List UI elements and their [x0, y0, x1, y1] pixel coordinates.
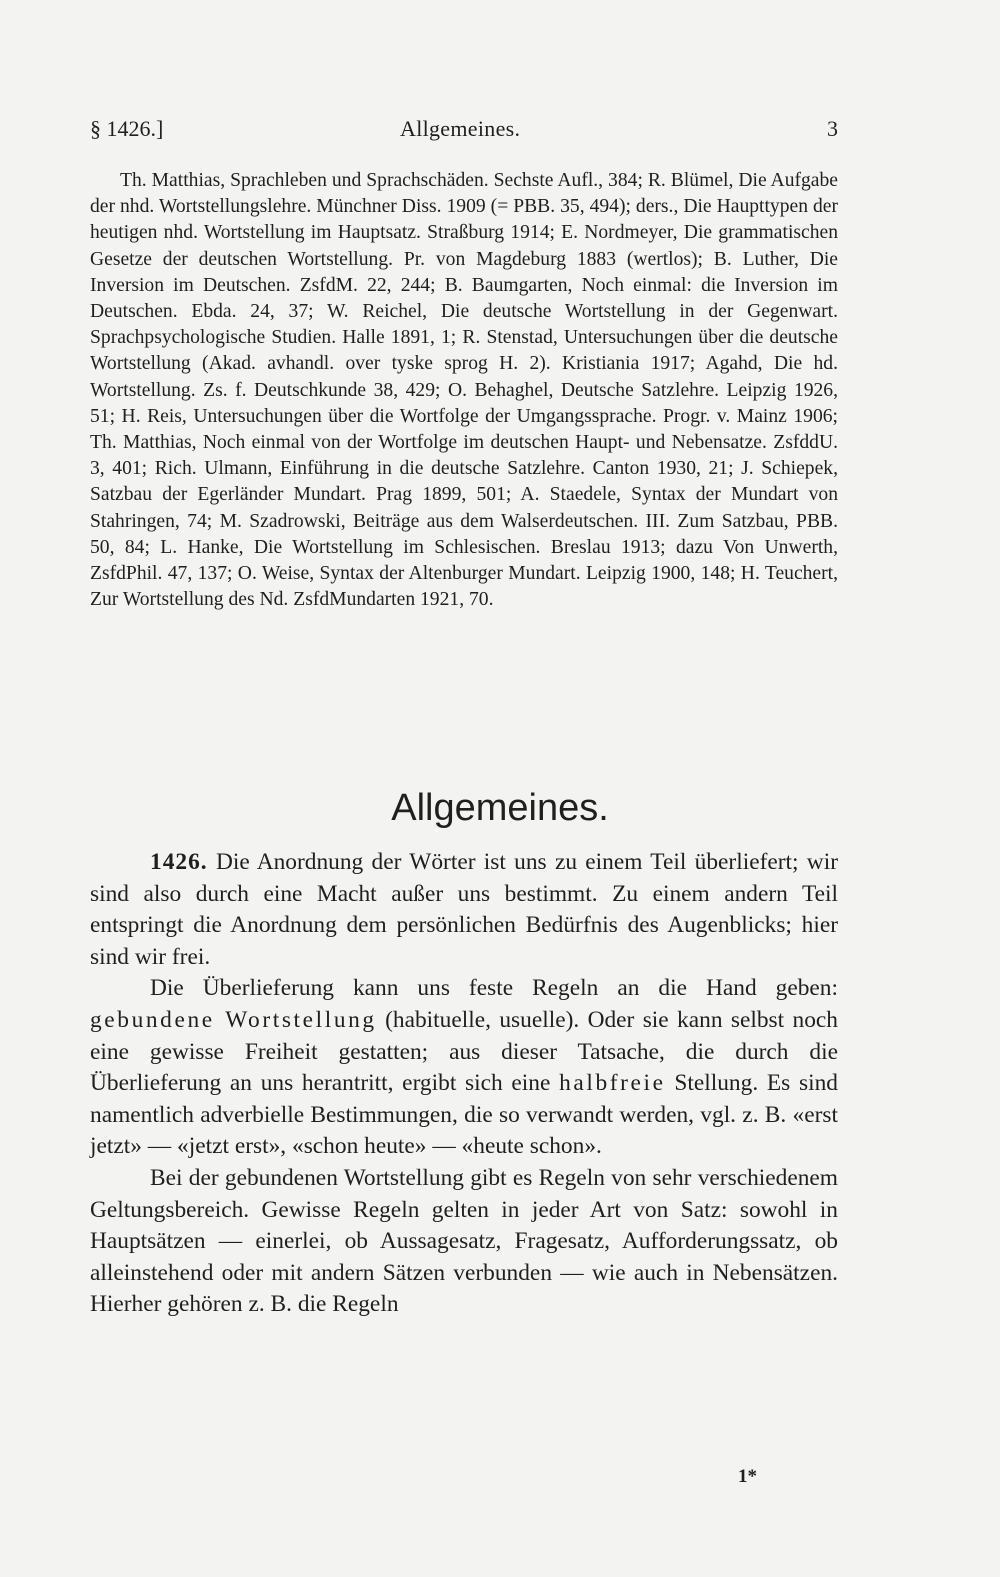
- bibliography-paragraph: Th. Matthias, Sprachleben und Sprachschäden. Sechste Aufl., 384; R. Blümel, Die Aufgabe der nhd. Wortstellungslehre. Münchner Diss. 1909 (= PBB. 35, 494); ders., Die Haupttypen der heutigen nhd. Wortstellung im Hauptsatz. Straßburg 1914; E. Nordmeyer, Die grammatischen Gesetze der deutschen Wortstellung. Pr. von Magdeburg 1883 (wertlos); B. Luther, Die Inversion im Deutschen. ZsfdM. 22, 244; B. Baumgarten, Noch einmal: die Inversion im Deutschen. Ebda. 24, 37; W. Reichel, Die deutsche Wortstellung in der Gegenwart. Sprachpsychologische Studien. Halle 1891, 1; R. Stenstad, Untersuchungen über die deutsche Wortstellung (Akad. avhandl. over tyske sprog H. 2). Kristiania 1917; Agahd, Die hd. Wortstellung. Zs. f. Deutschkunde 38, 429; O. Behaghel, Deutsche Satzlehre. Leipzig 1926, 51; H. Reis, Untersuchungen über die Wortfolge der Umgangssprache. Progr. v. Mainz 1906; Th. Matthias, Noch einmal von der Wortfolge im deutschen Haupt- und Nebensatze. ZsfddU. 3, 401; Rich. Ulmann, Einführung in die deutsche Satzlehre. Canton 1930, 21; J. Schiepek, Satzbau der Egerländer Mundart. Prag 1899, 501; A. Staedele, Syntax der Mundart von Stahringen, 74; M. Szadrowski, Beiträge aus dem Walserdeutschen. III. Zum Satzbau, PBB. 50, 84; L. Hanke, Die Wortstellung im Schlesischen. Breslau 1913; dazu Von Unwerth, ZsfdPhil. 47, 137; O. Weise, Syntax der Altenburger Mundart. Leipzig 1900, 148; H. Teuchert, Zur Wortstellung des Nd. ZsfdMundarten 1921, 70.: [90, 170, 838, 611]
- paragraph-2: [90, 973, 838, 1163]
- paragraph-3: Bei der gebundenen Wortstellung gibt es Regeln von sehr verschiedenem Geltungsbereich. Gewisse Regeln gelten in jeder Art von Satz: sowohl in Hauptsätzen — einerlei, ob Aussagesatz, Fragesatz, Aufforderungssatz, ob alleinstehend oder mit andern Sätzen verbunden — wie auch in Nebensätzen. Hierher gehören z. B. die Regeln: [90, 1164, 838, 1318]
- body-text: [90, 847, 838, 1321]
- term-halbfreie: halbfreie: [559, 1070, 666, 1097]
- running-header: [90, 114, 838, 144]
- paragraph-2-text-b: (habituelle, usuelle). Oder sie kann selbst noch eine gewisse Freiheit gestatten; aus dieser Tatsache, die durch die Überlieferung an uns herantritt, ergibt sich eine: [90, 1006, 838, 1097]
- page-number: 3: [827, 116, 838, 141]
- running-title: Allgemeines.: [400, 116, 521, 141]
- paragraph-1-text: Die Anordnung der Wörter ist uns zu einem Teil überliefert; wir sind also durch eine Macht außer uns bestimmt. Zu einem andern Teil entspringt die Anordnung dem persönlichen Bedürfnis des Augenblicks; hier sind wir frei.: [90, 849, 838, 970]
- section-reference: § 1426.]: [90, 116, 164, 141]
- signature-mark: 1*: [738, 1466, 757, 1487]
- paragraph-2-text-a: Die Überlieferung kann uns feste Regeln an die Hand geben:: [150, 975, 838, 1002]
- paragraph-1: [90, 847, 838, 973]
- paragraph-number: 1426.: [150, 849, 208, 875]
- section-heading: Allgemeines.: [391, 787, 609, 829]
- paragraph-2-text-c: Stellung. Es sind namentlich adverbielle Bestimmungen, die so verwandt werden, vgl. z. B. «erst jetzt» — «jetzt erst», «schon heute» — «heute schon».: [90, 1070, 838, 1160]
- term-gebundene-wortstellung: gebundene Wortstellung: [90, 1006, 377, 1033]
